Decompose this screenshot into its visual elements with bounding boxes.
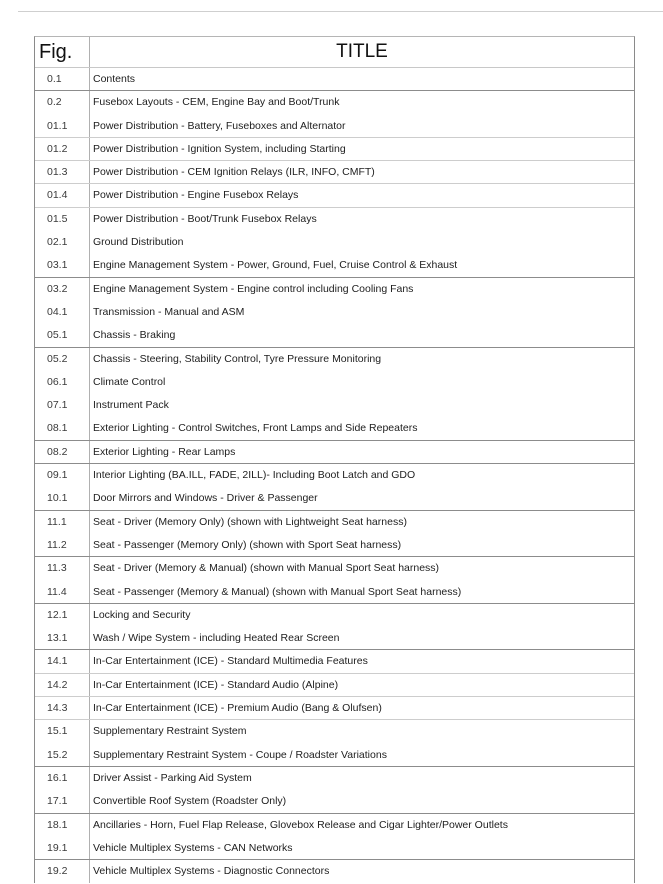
fig-number: 03.2 xyxy=(35,278,90,301)
fig-number: 01.2 xyxy=(35,138,90,160)
fig-number: 0.2 xyxy=(35,91,90,114)
section-title: Power Distribution - CEM Ignition Relays (ILR, INFO, CMFT) xyxy=(93,166,375,179)
table-row xyxy=(35,557,634,580)
table-row xyxy=(35,371,634,394)
table-row xyxy=(35,837,634,860)
table-row xyxy=(35,254,634,277)
section-title: Power Distribution - Engine Fusebox Relays xyxy=(93,189,299,202)
fig-number: 01.5 xyxy=(35,208,90,231)
section-title: Supplementary Restraint System xyxy=(93,725,247,738)
fig-number: 08.1 xyxy=(35,417,90,439)
section-title: Ground Distribution xyxy=(93,236,184,249)
table-row xyxy=(35,534,634,557)
section-title: Transmission - Manual and ASM xyxy=(93,305,245,318)
section-title: Supplementary Restraint System - Coupe / Roadster Variations xyxy=(93,748,387,761)
table-row xyxy=(35,767,634,790)
fig-number: 14.2 xyxy=(35,674,90,696)
fig-number: 11.2 xyxy=(35,534,90,556)
section-title: Vehicle Multiplex Systems - CAN Networks xyxy=(93,841,293,854)
section-title: Door Mirrors and Windows - Driver & Passenger xyxy=(93,492,318,505)
fig-number: 19.1 xyxy=(35,837,90,859)
fig-number: 13.1 xyxy=(35,627,90,649)
fig-number: 15.2 xyxy=(35,744,90,766)
fig-number: 01.4 xyxy=(35,184,90,206)
fig-number: 02.1 xyxy=(35,231,90,254)
fig-number: 15.1 xyxy=(35,720,90,743)
table-row xyxy=(35,720,634,743)
fig-number: 18.1 xyxy=(35,814,90,837)
table-row xyxy=(35,278,634,301)
header-title: TITLE xyxy=(336,41,388,62)
table-row xyxy=(35,324,634,347)
section-title: Exterior Lighting - Control Switches, Front Lamps and Side Repeaters xyxy=(93,422,418,435)
table-row xyxy=(35,417,634,440)
section-title: Engine Management System - Power, Ground, Fuel, Cruise Control & Exhaust xyxy=(93,259,458,272)
section-title: Instrument Pack xyxy=(93,399,169,412)
fig-number: 01.3 xyxy=(35,161,90,183)
table-header-row xyxy=(35,37,634,68)
section-title: Seat - Passenger (Memory Only) (shown with Sport Seat harness) xyxy=(93,538,402,551)
section-title: Chassis - Steering, Stability Control, Tyre Pressure Monitoring xyxy=(93,352,382,365)
table-row xyxy=(35,301,634,324)
table-row xyxy=(35,697,634,720)
table-row xyxy=(35,814,634,837)
section-title: Ancillaries - Horn, Fuel Flap Release, Glovebox Release and Cigar Lighter/Power Outlets xyxy=(93,818,508,831)
table-row xyxy=(35,744,634,767)
table-row xyxy=(35,464,634,487)
fig-number: 16.1 xyxy=(35,767,90,790)
table-row xyxy=(35,184,634,207)
fig-number: 03.1 xyxy=(35,254,90,276)
fig-number: 19.2 xyxy=(35,860,90,883)
section-title: Fusebox Layouts - CEM, Engine Bay and Boot/Trunk xyxy=(93,96,340,109)
section-title: Driver Assist - Parking Aid System xyxy=(93,771,252,784)
table-row xyxy=(35,68,634,91)
section-title: Seat - Driver (Memory & Manual) (shown with Manual Sport Seat harness) xyxy=(93,562,440,575)
table-row xyxy=(35,860,634,883)
table-body xyxy=(35,68,634,883)
fig-number: 11.3 xyxy=(35,557,90,580)
fig-number: 07.1 xyxy=(35,394,90,417)
fig-number: 12.1 xyxy=(35,604,90,627)
section-title: Seat - Passenger (Memory & Manual) (shown with Manual Sport Seat harness) xyxy=(93,585,462,598)
table-row xyxy=(35,231,634,254)
section-title: Contents xyxy=(93,73,136,85)
table-row xyxy=(35,604,634,627)
table-row xyxy=(35,487,634,510)
fig-number: 04.1 xyxy=(35,301,90,324)
table-row xyxy=(35,394,634,417)
section-title: Climate Control xyxy=(93,375,166,388)
fig-number: 14.1 xyxy=(35,650,90,672)
section-title: Chassis - Braking xyxy=(93,329,176,342)
section-title: In-Car Entertainment (ICE) - Standard Multimedia Features xyxy=(93,655,368,668)
table-row xyxy=(35,627,634,650)
table-row xyxy=(35,91,634,114)
section-title: Wash / Wipe System - including Heated Rear Screen xyxy=(93,632,340,645)
table-row xyxy=(35,348,634,371)
fig-number: 11.1 xyxy=(35,511,90,534)
header-fig: Fig. xyxy=(35,37,90,67)
contents-table xyxy=(34,36,635,883)
fig-number: 08.2 xyxy=(35,441,90,463)
table-row xyxy=(35,674,634,697)
fig-number: 06.1 xyxy=(35,371,90,394)
table-row xyxy=(35,441,634,464)
section-title: Convertible Roof System (Roadster Only) xyxy=(93,795,287,808)
fig-number: 09.1 xyxy=(35,464,90,487)
section-title: Power Distribution - Battery, Fuseboxes and Alternator xyxy=(93,119,346,132)
section-title: In-Car Entertainment (ICE) - Premium Audio (Bang & Olufsen) xyxy=(93,702,382,715)
fig-number: 11.4 xyxy=(35,581,90,603)
table-row xyxy=(35,208,634,231)
table-row xyxy=(35,581,634,604)
fig-number: 05.2 xyxy=(35,348,90,371)
fig-number: 14.3 xyxy=(35,697,90,719)
table-row xyxy=(35,790,634,813)
fig-number: 17.1 xyxy=(35,790,90,812)
table-row xyxy=(35,138,634,161)
section-title: Interior Lighting (BA.ILL, FADE, 2ILL)- Including Boot Latch and GDO xyxy=(93,469,416,482)
fig-number: 10.1 xyxy=(35,487,90,509)
section-title: Locking and Security xyxy=(93,608,191,621)
fig-number: 05.1 xyxy=(35,324,90,346)
table-row xyxy=(35,161,634,184)
section-title: Exterior Lighting - Rear Lamps xyxy=(93,445,236,458)
page-top-divider xyxy=(18,11,663,12)
fig-number: 0.1 xyxy=(35,68,90,90)
table-row xyxy=(35,511,634,534)
section-title: Power Distribution - Boot/Trunk Fusebox Relays xyxy=(93,212,317,225)
table-row xyxy=(35,650,634,673)
section-title: Vehicle Multiplex Systems - Diagnostic Connectors xyxy=(93,865,330,878)
section-title: In-Car Entertainment (ICE) - Standard Audio (Alpine) xyxy=(93,678,339,691)
section-title: Seat - Driver (Memory Only) (shown with Lightweight Seat harness) xyxy=(93,515,407,528)
section-title: Power Distribution - Ignition System, including Starting xyxy=(93,142,346,155)
fig-number: 01.1 xyxy=(35,115,90,137)
table-row xyxy=(35,115,634,138)
section-title: Engine Management System - Engine control including Cooling Fans xyxy=(93,282,414,295)
